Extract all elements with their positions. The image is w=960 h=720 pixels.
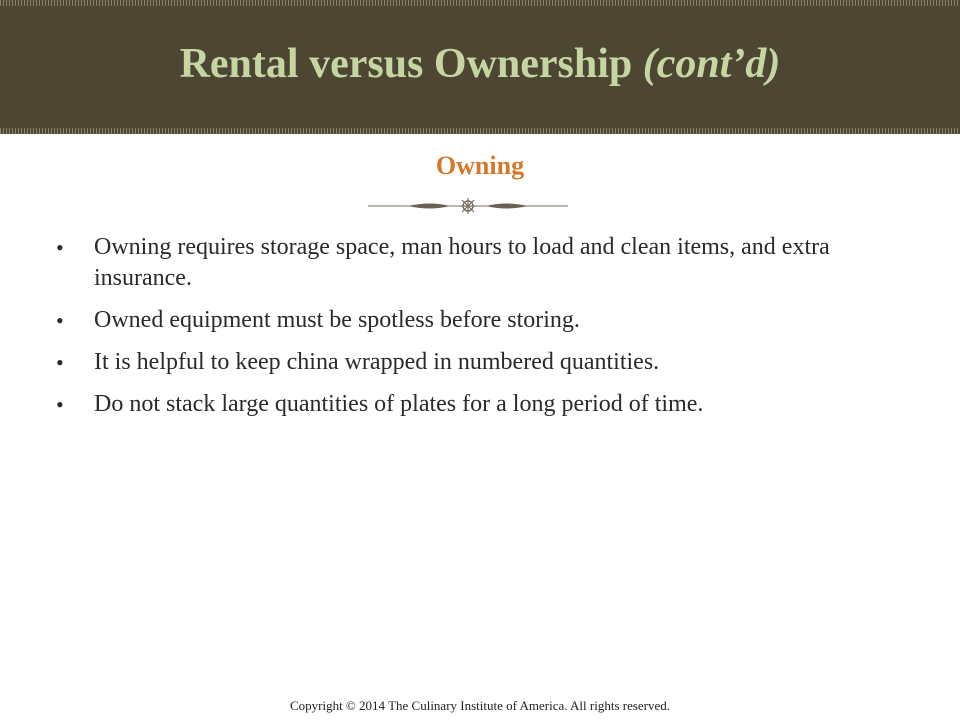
slide-title [0, 38, 960, 90]
bullet-list [56, 232, 916, 431]
bullet-text: Owned equipment must be spotless before storing. [94, 307, 580, 333]
bullet-marker: • [56, 308, 64, 333]
bullet-text: It is helpful to keep china wrapped in numbered quantities. [94, 349, 660, 375]
title-banner-bottom-stripe [0, 128, 960, 134]
copyright-footer: Copyright © 2014 The Culinary Institute of America. All rights reserved. [289, 698, 671, 713]
bullet-marker: • [56, 350, 64, 375]
bullet-item [56, 305, 916, 336]
bullet-item [56, 389, 916, 420]
scroll-divider-ornament-icon [368, 194, 568, 218]
bullet-item [56, 232, 916, 294]
section-subtitle: Owning [435, 151, 525, 180]
title-banner [0, 0, 960, 134]
slide-title-italic: (cont’d) [642, 41, 781, 87]
slide-title-main: Rental versus Ownership [179, 41, 643, 87]
bullet-text: Do not stack large quantities of plates for a long period of time. [94, 391, 704, 417]
bullet-text: Owning requires storage space, man hours to load and clean items, and extra insurance. [94, 234, 830, 291]
bullet-marker: • [56, 392, 64, 417]
bullet-item [56, 347, 916, 378]
bullet-marker: • [56, 235, 64, 260]
title-banner-top-stripe [0, 0, 960, 6]
